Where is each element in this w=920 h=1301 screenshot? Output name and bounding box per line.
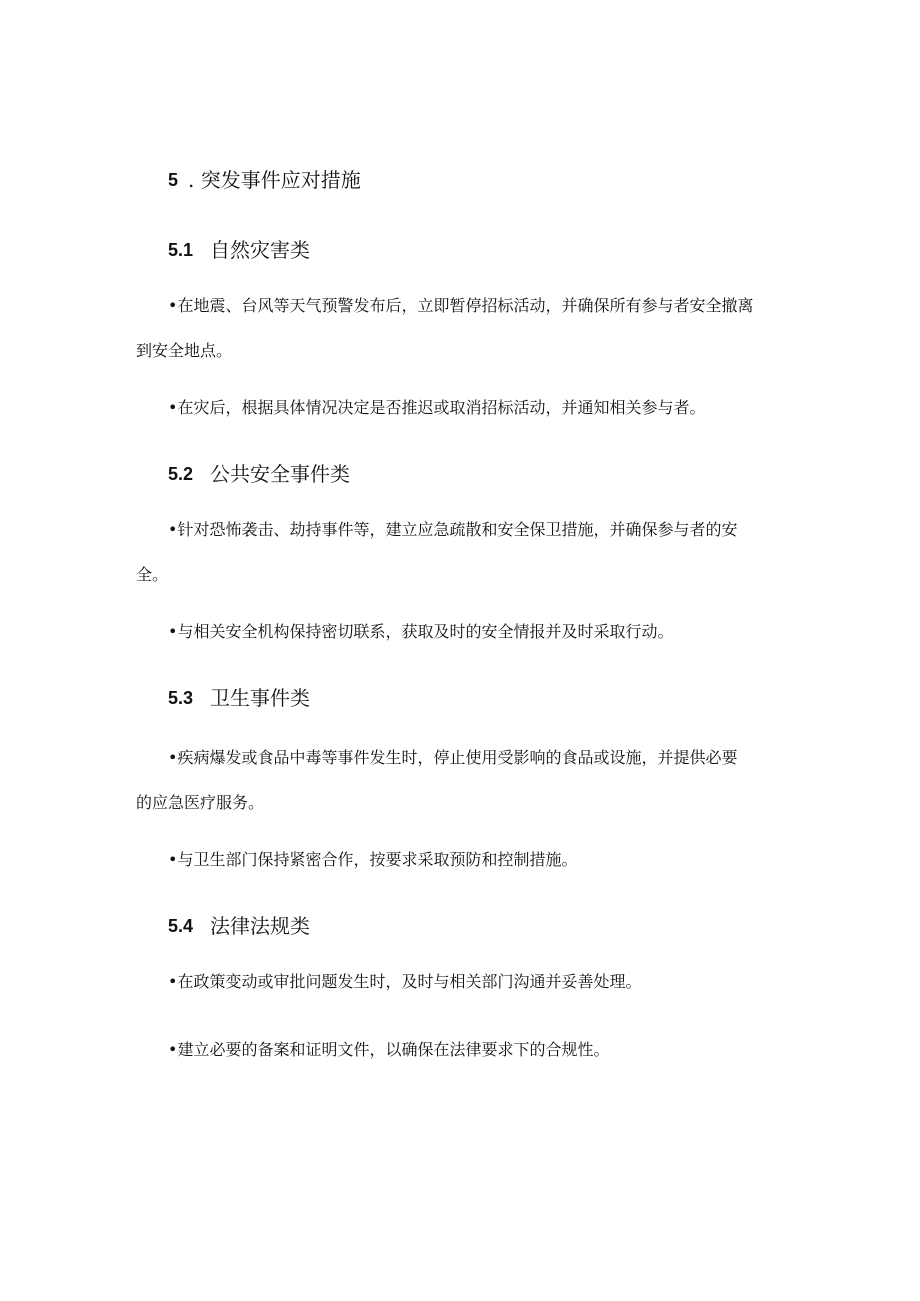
section-number: 5.2 — [168, 464, 194, 484]
paragraph-line: •在灾后，根据具体情况决定是否推迟或取消招标活动，并通知相关参与者。 — [168, 398, 706, 417]
section-title: 卫生事件类 — [210, 686, 310, 710]
paragraph-line: •在地震、台风等天气预警发布后，立即暂停招标活动，并确保所有参与者安全撤离 — [168, 296, 754, 315]
section-number: 5.1 — [168, 240, 194, 260]
main-heading-number: 5 — [168, 170, 179, 190]
paragraph-line: •针对恐怖袭击、劫持事件等，建立应急疏散和安全保卫措施，并确保参与者的安 — [168, 520, 738, 539]
paragraph-line: •在政策变动或审批问题发生时，及时与相关部门沟通并妥善处理。 — [168, 972, 642, 991]
section-title: 自然灾害类 — [210, 238, 310, 262]
section-number: 5.4 — [168, 916, 194, 936]
paragraph-line: •与相关安全机构保持密切联系，获取及时的安全情报并及时采取行动。 — [168, 622, 674, 641]
main-heading-text: . 突发事件应对措施 — [188, 168, 361, 192]
section-number: 5.3 — [168, 688, 194, 708]
section-title: 公共安全事件类 — [210, 462, 350, 486]
paragraph-line: •疾病爆发或食品中毒等事件发生时，停止使用受影响的食品或设施，并提供必要 — [168, 748, 738, 767]
section-title: 法律法规类 — [210, 914, 310, 938]
paragraph-line: 全。 — [136, 565, 169, 584]
paragraph-line: •与卫生部门保持紧密合作，按要求采取预防和控制措施。 — [168, 850, 578, 869]
paragraph-line: 的应急医疗服务。 — [136, 793, 265, 812]
paragraph-line: 到安全地点。 — [136, 341, 233, 360]
paragraph-line: •建立必要的备案和证明文件，以确保在法律要求下的合规性。 — [168, 1040, 610, 1059]
